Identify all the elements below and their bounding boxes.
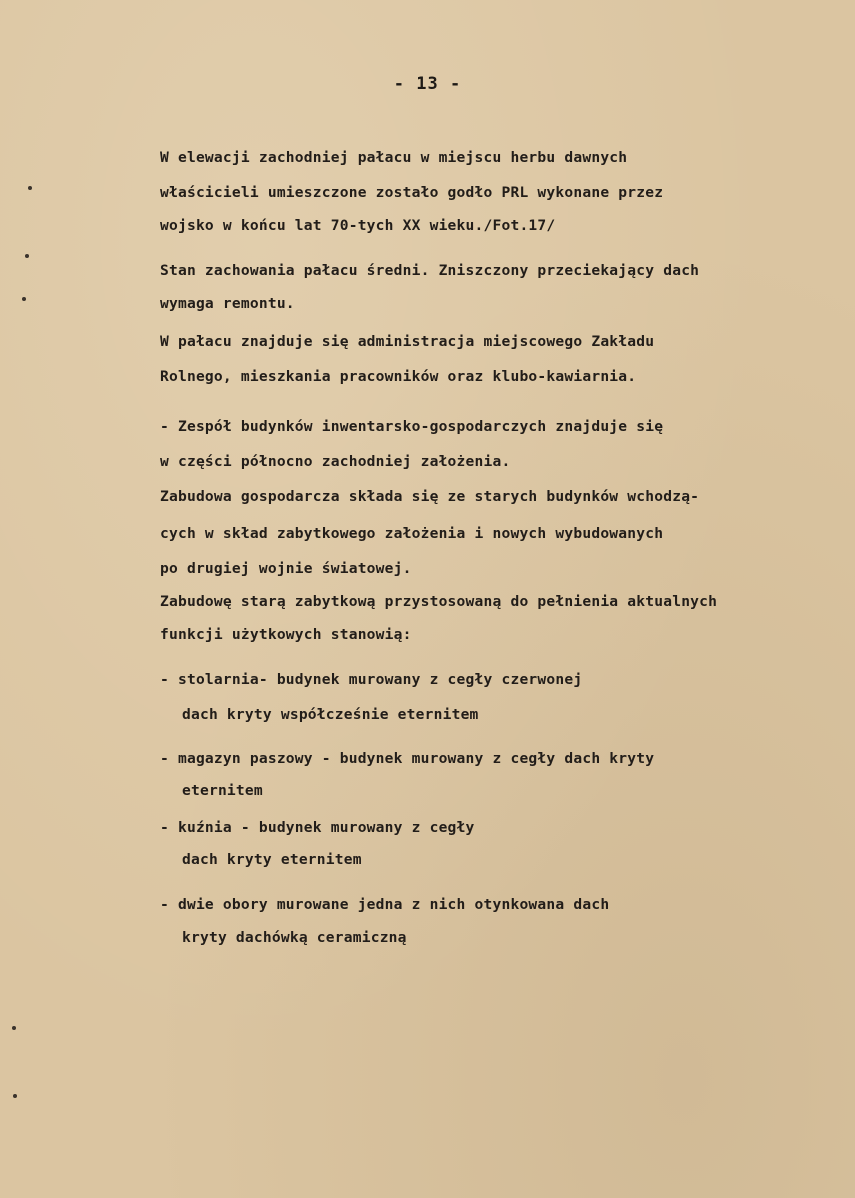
list-item-continuation: eternitem <box>182 782 263 799</box>
text-line: po drugiej wojnie światowej. <box>160 560 412 577</box>
binder-hole-dot <box>13 1094 17 1098</box>
list-item: - kuźnia - budynek murowany z cegły <box>160 819 475 836</box>
text-line: cych w skład zabytkowego założenia i nowych wybudowanych <box>160 525 664 542</box>
text-line: w części północno zachodniej założenia. <box>160 453 511 470</box>
binder-hole-dot <box>22 297 26 301</box>
page-number: - 13 - <box>393 74 462 94</box>
text-line: wojsko w końcu lat 70-tych XX wieku./Fot.17/ <box>160 217 556 234</box>
list-item: - magazyn paszowy - budynek murowany z cegły dach kryty <box>160 750 655 767</box>
text-line: właścicieli umieszczone zostało godło PRL wykonane przez <box>160 184 664 201</box>
list-item-continuation: dach kryty eternitem <box>182 851 362 868</box>
text-line: wymaga remontu. <box>160 295 295 312</box>
list-item-continuation: dach kryty współcześnie eternitem <box>182 706 479 723</box>
text-line: funkcji użytkowych stanowią: <box>160 626 412 643</box>
text-line: Rolnego, mieszkania pracowników oraz klubo-kawiarnia. <box>160 368 637 385</box>
list-item: - dwie obory murowane jedna z nich otynkowana dach <box>160 896 610 913</box>
list-item: - stolarnia- budynek murowany z cegły czerwonej <box>160 671 583 688</box>
text-line: Zabudowa gospodarcza składa się ze starych budynków wchodzą- <box>160 488 700 505</box>
binder-hole-dot <box>28 186 32 190</box>
binder-hole-dot <box>12 1026 16 1030</box>
text-line: - Zespół budynków inwentarsko-gospodarczych znajduje się <box>160 418 664 435</box>
text-line: Zabudowę starą zabytkową przystosowaną do pełnienia aktualnych <box>160 593 718 610</box>
text-line: Stan zachowania pałacu średni. Zniszczony przeciekający dach <box>160 262 700 279</box>
list-item-continuation: kryty dachówką ceramiczną <box>182 929 407 946</box>
text-line: W pałacu znajduje się administracja miejscowego Zakładu <box>160 333 655 350</box>
binder-hole-dot <box>25 254 29 258</box>
text-line: W elewacji zachodniej pałacu w miejscu herbu dawnych <box>160 149 628 166</box>
